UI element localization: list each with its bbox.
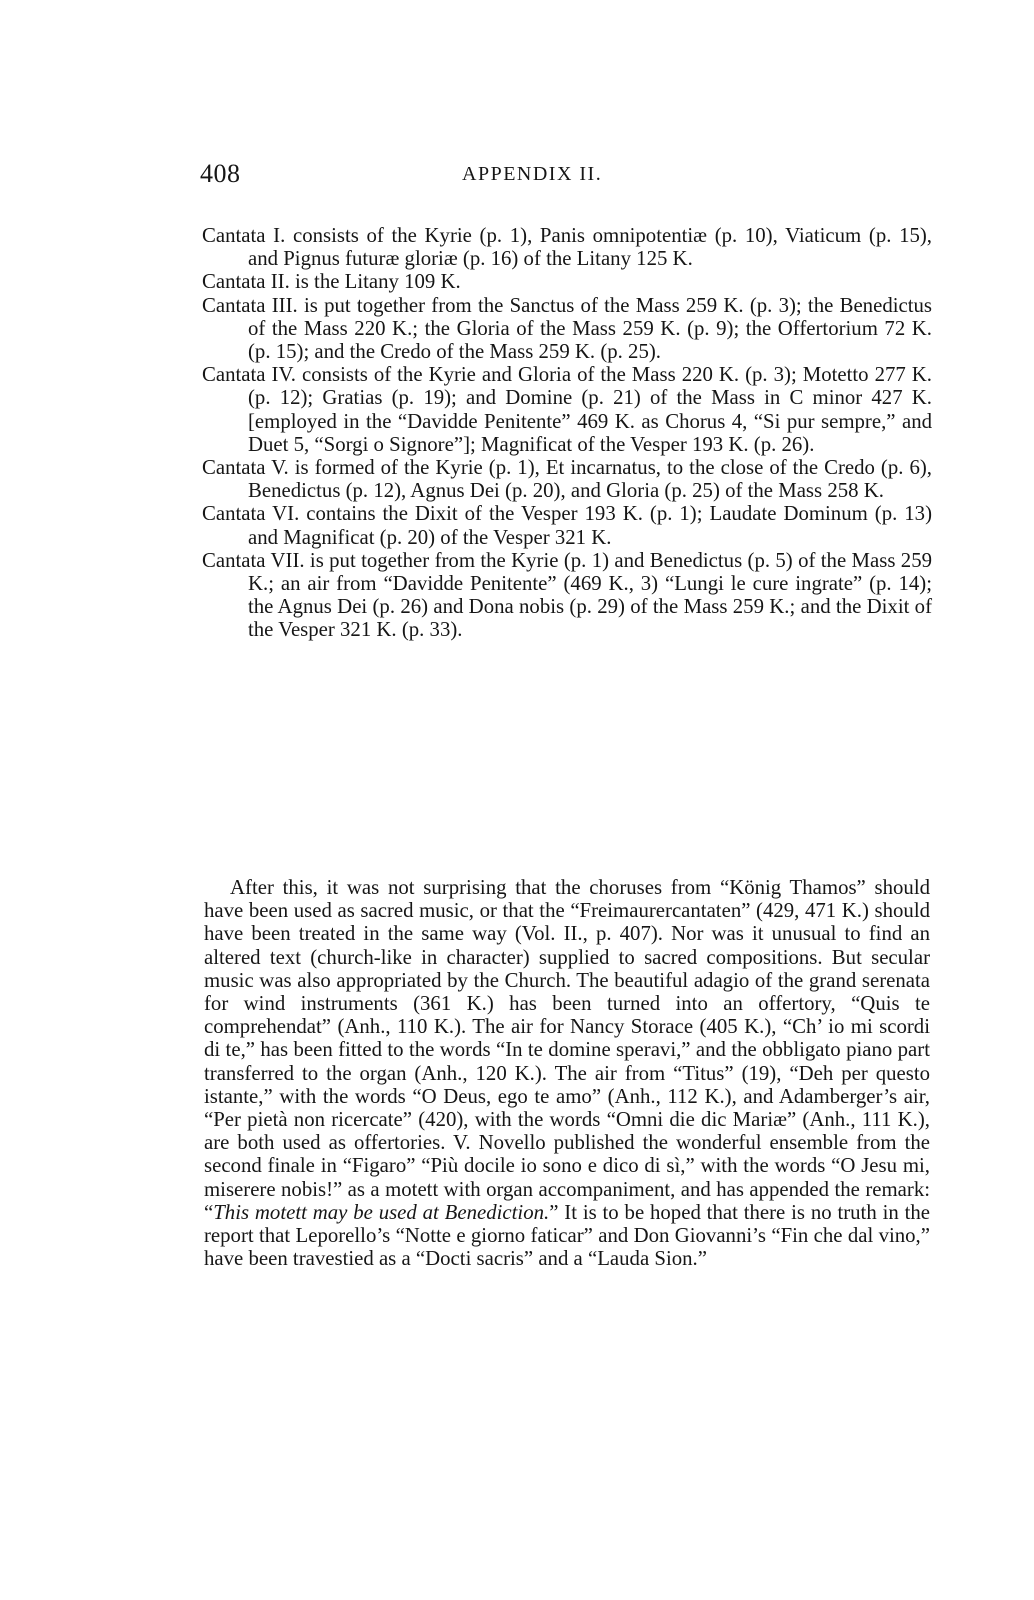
body-text-part-1: After this, it was not surprising that the choruses from “König Thamos” should have been used as sacred music, or that the “Freimaurercantaten” (429, 471 K.) should have been treated in the same way (Vol. II., p. 407). Nor was it unusual to find an altered text (church-like in character) supplied to sacred compositions. But secular music was also appropriated by the Church. The beautiful adagio of the grand serenata for wind instruments (361 K.) has been turned into an offertory, “Quis te comprehendat” (Anh., 110 K.). The air for Nancy Storace (405 K.), “Ch’ io mi scordi di te,” has been fitted to the words “In te domine speravi,” and the obbligato piano part transferred to the organ (Anh., 120 K.). The air from “Titus” (19), “Deh per questo istante,” with the words “O Deus, ego te amo” (Anh., 112 K.), and Adamberger’s air, “Per pietà non ricercate” (420), with the words “Omni die dic Mariæ” (Anh., 111 K.), are both used as offertories. V. Novello published the wonderful ensemble from the second finale in “Figaro” “Più docile io sono e dico di sì,” with the words “O Jesu mi, miserere nobis!” as a motett with organ accompaniment, and has appended the remark: “ [204,876,930,1224]
page-number: 408 [200,159,241,188]
cantata-entry-2: Cantata II. is the Litany 109 K. [202,270,461,294]
running-title: APPENDIX II. [462,163,603,185]
cantata-entry-3: Cantata III. is put together from the Sanctus of the Mass 259 K. (p. 3); the Benedictus of the Mass 220 K.; the Gloria of the Mass 259 K. (p. 9); the Offertorium 72 K. (p. 15); and the Credo of the Mass 259 K. (p. 25). [202,293,932,364]
cantata-list [202,224,932,642]
cantata-entry-5: Cantata V. is formed of the Kyrie (p. 1), Et incarnatus, to the close of the Credo (p. 6), Benedictus (p. 12), Agnus Dei (p. 20), and Gloria (p. 25) of the Mass 258 K. [202,456,932,503]
cantata-entry-1: Cantata I. consists of the Kyrie (p. 1), Panis omnipotentiæ (p. 10), Viaticum (p. 15), and Pignus futuræ gloriæ (p. 16) of the Litany 125 K. [202,224,932,271]
cantata-entry-6: Cantata VI. contains the Dixit of the Vesper 193 K. (p. 1); Laudate Dominum (p. 13) and Magnificat (p. 20) of the Vesper 321 K. [202,502,932,549]
cantata-entry-4: Cantata IV. consists of the Kyrie and Gloria of the Mass 220 K. (p. 3); Motetto 277 K. (p. 12); Gratias (p. 19); and Domine (p. 21) of the Mass in C minor 427 K. [employed in the “Davidde Penitente” 469 K. as Chorus 4, “Si pur sempre,” and Duet 5, “Sorgi o Signore”]; Magnificat of the Vesper 193 K. (p. 26). [202,363,932,456]
cantata-entry-7: Cantata VII. is put together from the Kyrie (p. 1) and Benedictus (p. 5) of the Mass 259 K.; an air from “Davidde Penitente” (469 K., 3) “Lungi le cure ingrate” (p. 14); the Agnus Dei (p. 26) and Dona nobis (p. 29) of the Mass 259 K.; and the Dixit of the Vesper 321 K. (p. 33). [202,548,932,642]
body-paragraph [204,876,930,1270]
body-text-part-2: ” It is to be hoped that there is no truth in the report that Leporello’s “Notte e giorno faticar” and Don Giovanni’s “Fin che dal vino,” have been travestied as a “Docti sacris” and a “Lauda Sion.” [204,1200,930,1271]
italic-remark: This motett may be used at Benediction. [213,1200,550,1224]
page-header [200,159,928,199]
